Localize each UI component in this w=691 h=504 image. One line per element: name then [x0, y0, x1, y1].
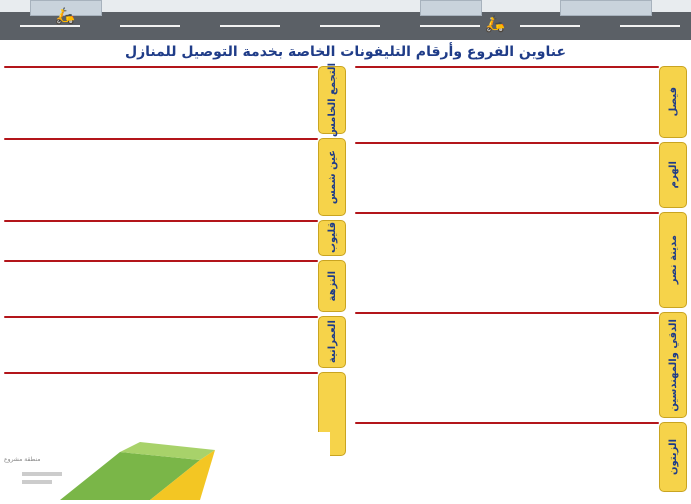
region-label: الزيتون: [667, 438, 679, 476]
region-label-tab: [318, 316, 346, 368]
branch-section: [355, 422, 687, 492]
region-label-tab: [318, 138, 346, 216]
lane-marking: [620, 25, 680, 27]
lane-marking: [120, 25, 180, 27]
promo-image: [0, 432, 330, 500]
address-box: [4, 316, 318, 318]
branch-section: [355, 312, 687, 418]
street-banner: [0, 0, 691, 40]
region-label: فيصل: [667, 87, 679, 117]
region-label: التجمع الخامس: [326, 63, 338, 137]
address-box: [355, 66, 659, 68]
address-box: [4, 220, 318, 222]
scooter-icon: 🛵: [485, 14, 505, 33]
region-label-tab: [318, 63, 346, 137]
region-label-tab: [659, 422, 687, 492]
lane-marking: [520, 25, 580, 27]
region-label: الدقي والمهندسين: [667, 318, 679, 412]
left-branch-column: [4, 63, 346, 466]
branch-section: [4, 63, 346, 137]
address-box: [4, 372, 318, 374]
region-label: عين شمس: [326, 149, 338, 205]
branch-section: [4, 260, 346, 312]
scooter-icon: 🛵: [55, 6, 75, 25]
lane-marking: [420, 25, 480, 27]
branch-section: [355, 142, 687, 208]
address-box: [355, 312, 659, 314]
address-box: [4, 260, 318, 262]
building: [560, 0, 652, 16]
region-label: النزهة: [326, 270, 338, 302]
address-box: [355, 212, 659, 214]
address-box: [355, 142, 659, 144]
region-label: العمرانية: [326, 320, 338, 364]
lane-marking: [320, 25, 380, 27]
lane-marking: [220, 25, 280, 27]
region-label-tab: [659, 212, 687, 308]
region-label-tab: [659, 142, 687, 208]
address-box: [4, 66, 318, 68]
branch-section: [4, 220, 346, 256]
delivery-box-illustration: [0, 432, 330, 500]
address-box: [4, 138, 318, 140]
region-label: قليوب: [326, 222, 338, 254]
region-label-tab: [659, 66, 687, 138]
page-title: عناوين الفروع وأرقام التليفونات الخاصة بخدمة التوصيل للمنازل: [124, 44, 567, 60]
branch-section: [4, 138, 346, 216]
region-label-tab: [318, 260, 346, 312]
region-label-tab: [318, 220, 346, 256]
building: [420, 0, 482, 16]
region-label: الهرم: [667, 161, 679, 189]
branch-section: [4, 316, 346, 368]
branch-section: [355, 66, 687, 138]
branch-section: [355, 212, 687, 308]
footer-note: منطقة مشروع: [4, 456, 41, 463]
right-branch-column: [355, 66, 687, 500]
region-label: مدينة نصر: [667, 235, 679, 285]
region-label-tab: [659, 312, 687, 418]
lane-marking: [20, 25, 80, 27]
address-box: [355, 422, 659, 424]
